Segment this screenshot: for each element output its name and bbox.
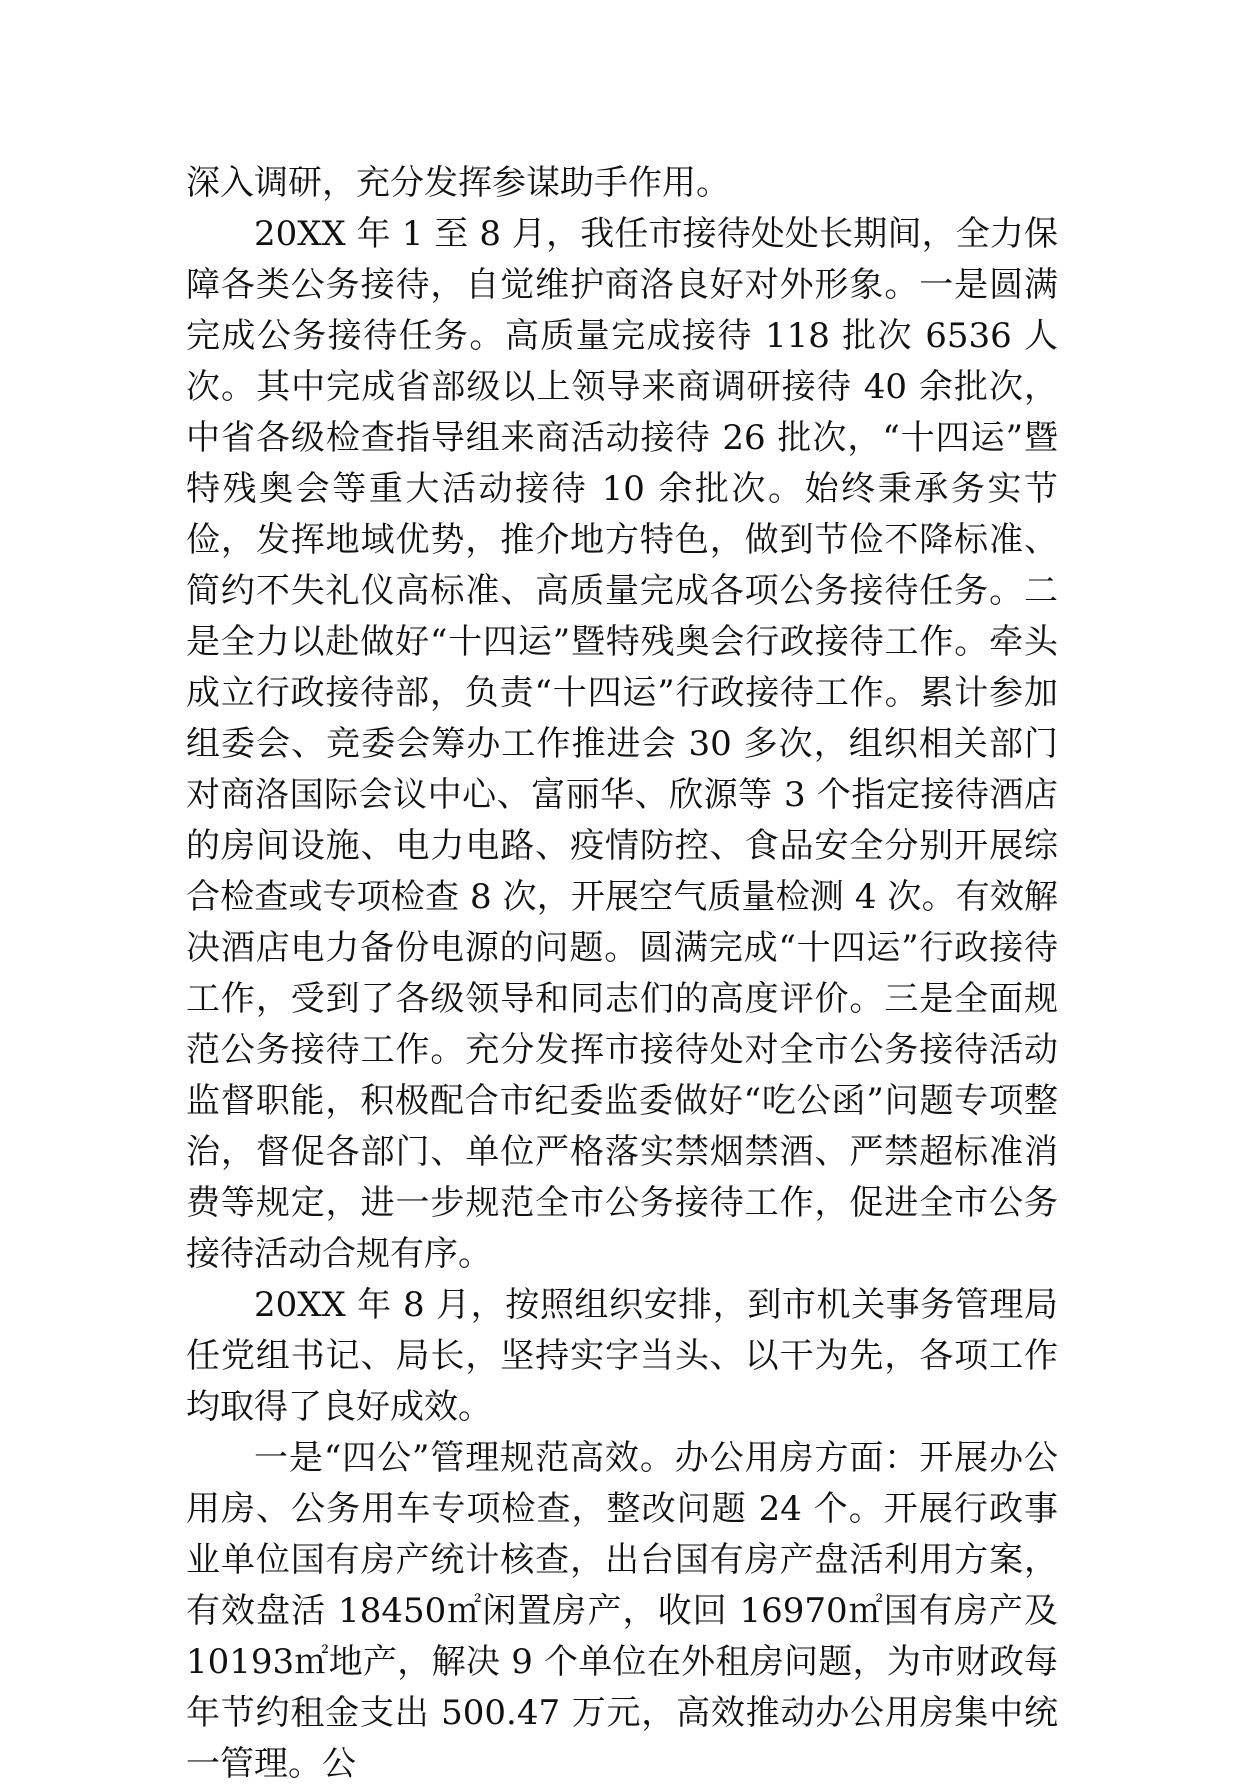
paragraph: 20XX 年 1 至 8 月，我任市接待处处长期间，全力保障各类公务接待，自觉维护商洛良好对外形象。一是圆满完成公务接待任务。高质量完成接待 118 批次 6536 人次。其中完成省部级以上领导来商调研接待 40 余批次，中省各级检查指导组来商活动接待 26 批次，“十四运”暨特残奥会等重大活动接待 10 余批次。始终秉承务实节俭，发挥地域优势，推介地方特色，做到节俭不降标准、简约不失礼仪高标准、高质量完成各项公务接待任务。二是全力以赴做好“十四运”暨特残奥会行政接待工作。牵头成立行政接待部，负责“十四运”行政接待工作。累计参加组委会、竞委会筹办工作推进会 30 多次，组织相关部门对商洛国际会议中心、富丽华、欣源等 3 个指定接待酒店的房间设施、电力电路、疫情防控、食品安全分别开展综合检查或专项检查 8 次，开展空气质量检测 4 次。有效解决酒店电力备份电源的问题。圆满完成“十四运”行政接待工作，受到了各级领导和同志们的高度评价。三是全面规范公务接待工作。充分发挥市接待处对全市公务接待活动监督职能，积极配合市纪委监委做好“吃公函”问题专项整治，督促各部门、单位严格落实禁烟禁酒、严禁超标准消费等规定，进一步规范全市公务接待工作，促进全市公务接待活动合规有序。 — [186, 214, 1058, 1274]
paragraph: 一是“四公”管理规范高效。办公用房方面：开展办公用房、公务用车专项检查，整改问题 24 个。开展行政事业单位国有房产统计核查，出台国有房产盘活利用方案，有效盘活 18450㎡闲置房产，收回 16970㎡国有房产及 10193㎡地产，解决 9 个单位在外租房问题，为市财政每年节约租金支出 500.47 万元，高效推动办公用房集中统一管理。公 — [186, 1438, 1058, 1784]
paragraph: 深入调研，充分发挥参谋助手作用。 — [186, 163, 730, 203]
paragraph: 20XX 年 8 月，按照组织安排，到市机关事务管理局任党组书记、局长，坚持实字当头、以干为先，各项工作均取得了良好成效。 — [186, 1285, 1058, 1427]
document-body — [186, 158, 1058, 1790]
